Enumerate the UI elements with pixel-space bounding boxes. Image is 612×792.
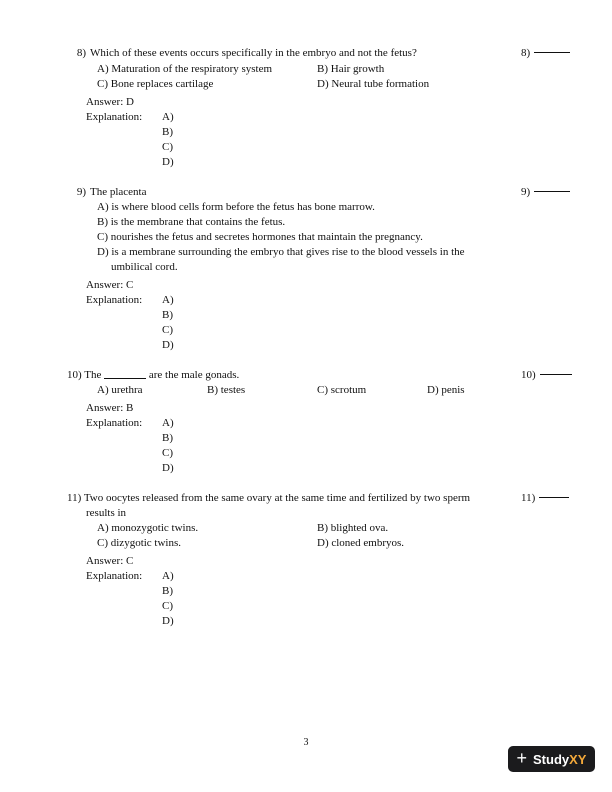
option-c: C) dizygotic twins. xyxy=(97,537,182,549)
option-b: B) testes xyxy=(207,384,246,396)
question-number: 10) xyxy=(67,369,82,381)
explanation-d: D) xyxy=(162,339,174,351)
explanation-label: Explanation: xyxy=(86,294,143,306)
option-d: D) cloned embryos. xyxy=(317,537,405,549)
question-number: 8) xyxy=(76,47,86,59)
question-number: 11) xyxy=(67,492,82,504)
option-b: B) Hair growth xyxy=(317,63,385,75)
option-d-continued: umbilical cord. xyxy=(111,261,178,273)
explanation-c: C) xyxy=(162,600,173,612)
explanation-b: B) xyxy=(162,309,173,321)
question-text-continued: results in xyxy=(86,507,127,519)
option-b: B) is the membrane that contains the fetus. xyxy=(97,216,286,228)
question-text: 10) The are the male gonads. xyxy=(67,369,240,381)
option-d: D) Neural tube formation xyxy=(317,78,430,90)
explanation-a: A) xyxy=(162,417,174,429)
option-a: A) Maturation of the respiratory system xyxy=(97,63,273,75)
explanation-d: D) xyxy=(162,462,174,474)
explanation-b: B) xyxy=(162,585,173,597)
explanation-b: B) xyxy=(162,126,173,138)
explanation-label: Explanation: xyxy=(86,570,143,582)
answer-blank: 11) xyxy=(521,491,569,506)
question-number: 9) xyxy=(76,186,86,198)
option-b: B) blighted ova. xyxy=(317,522,389,534)
explanation-c: C) xyxy=(162,324,173,336)
answer-blank: 8) xyxy=(521,46,570,61)
answer-line: Answer: C xyxy=(86,555,134,567)
page-number: 3 xyxy=(303,737,309,748)
explanation-a: A) xyxy=(162,570,174,582)
explanation-d: D) xyxy=(162,615,174,627)
option-a: A) is where blood cells form before the fetus has bone marrow. xyxy=(97,201,375,213)
plus-icon: + xyxy=(516,748,528,768)
explanation-c: C) xyxy=(162,141,173,153)
answer-blank: 10) xyxy=(521,368,572,383)
answer-line: Answer: B xyxy=(86,402,134,414)
explanation-a: A) xyxy=(162,294,174,306)
answer-line: Answer: D xyxy=(86,96,134,108)
studyxy-badge[interactable] xyxy=(508,746,595,772)
question-text: 9) The placenta xyxy=(72,185,147,200)
option-a: A) monozygotic twins. xyxy=(97,522,199,534)
answer-blank: 9) xyxy=(521,185,570,200)
option-c: C) nourishes the fetus and secretes hormones that maintain the pregnancy. xyxy=(97,231,423,243)
explanation-label: Explanation: xyxy=(86,111,143,123)
answer-line: Answer: C xyxy=(86,279,134,291)
option-c: C) scrotum xyxy=(317,384,367,396)
option-d: D) is a membrane surrounding the embryo that gives rise to the blood vessels in the xyxy=(97,246,465,258)
option-c: C) Bone replaces cartilage xyxy=(97,78,214,90)
explanation-c: C) xyxy=(162,447,173,459)
fill-in-blank xyxy=(104,377,146,379)
explanation-d: D) xyxy=(162,156,174,168)
brand-logo: StudyXY xyxy=(533,751,587,767)
explanation-a: A) xyxy=(162,111,174,123)
explanation-b: B) xyxy=(162,432,173,444)
option-a: A) urethra xyxy=(97,384,143,396)
question-text: 8) Which of these events occurs specifically in the embryo and not the fetus? xyxy=(72,46,417,61)
question-text: 11) Two oocytes released from the same ovary at the same time and fertilized by two sperm xyxy=(67,492,471,504)
option-d: D) penis xyxy=(427,384,465,396)
explanation-label: Explanation: xyxy=(86,417,143,429)
